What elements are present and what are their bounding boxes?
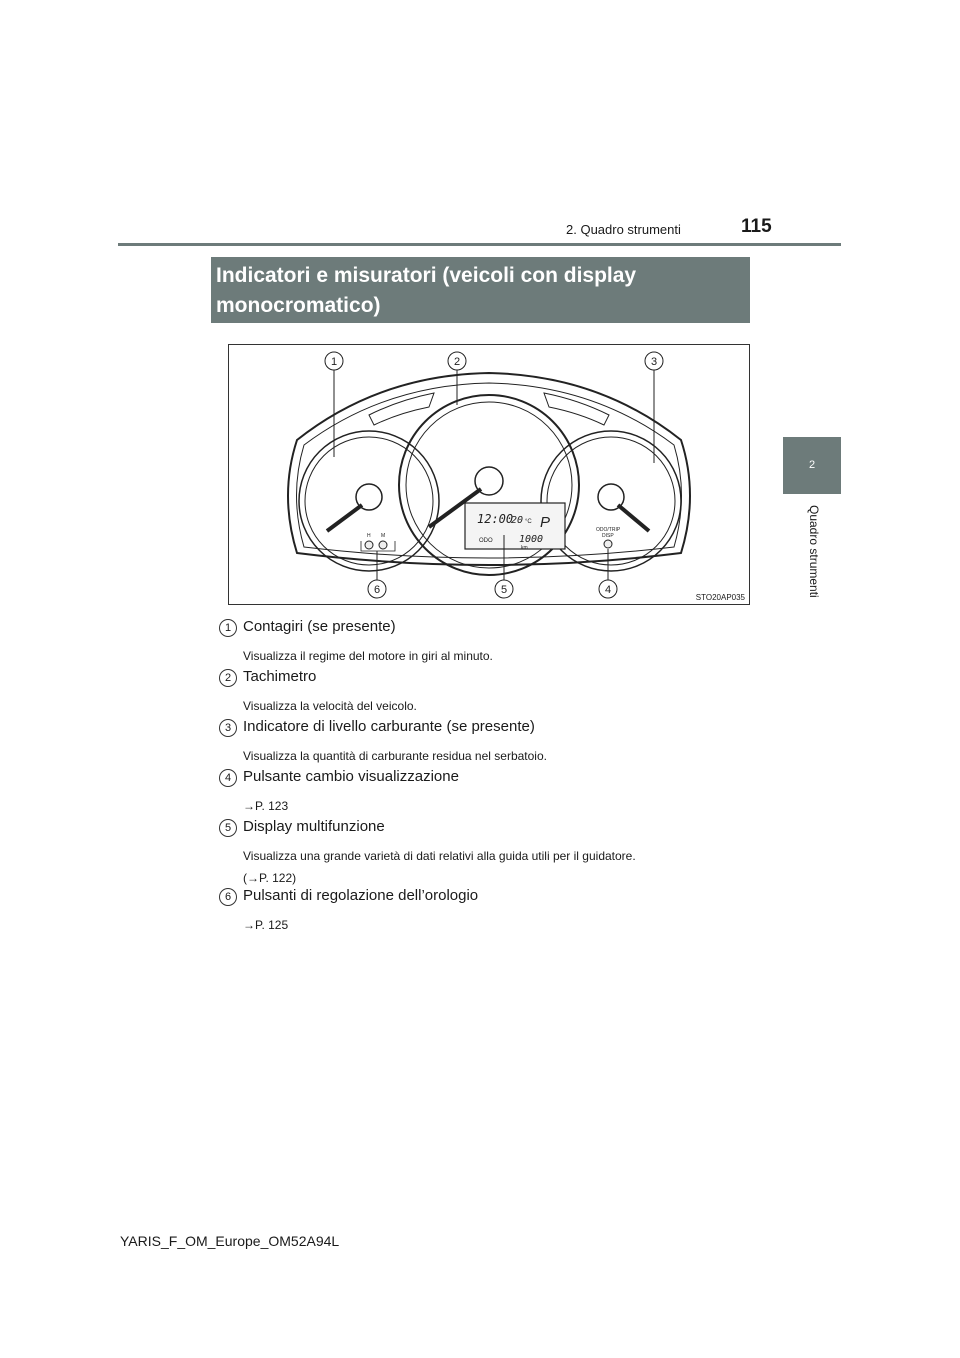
item-title: Contagiri (se presente) xyxy=(243,618,396,635)
item-title: Tachimetro xyxy=(243,668,317,685)
display-gear: P xyxy=(540,514,551,531)
item-number: 4 xyxy=(219,769,237,787)
figure-id: STO20AP035 xyxy=(695,593,745,602)
callout-3: 3 xyxy=(650,356,658,368)
item-title: Pulsante cambio visualizzazione xyxy=(243,768,459,785)
item-number: 3 xyxy=(219,719,237,737)
button-hour-label: H xyxy=(367,533,371,539)
item-title: Display multifunzione xyxy=(243,818,385,835)
item-desc: Visualizza il regime del motore in giri al minuto. xyxy=(243,649,493,663)
callout-6: 6 xyxy=(373,584,381,596)
item-page-ref[interactable]: (→P. 122) xyxy=(243,871,297,885)
chapter-tab: 2 xyxy=(783,437,841,494)
section-title-line2: monocromatico) xyxy=(216,294,381,317)
button-minute-label: M xyxy=(381,533,386,539)
callout-1: 1 xyxy=(330,356,338,368)
header-rule xyxy=(118,243,841,246)
section-title xyxy=(211,257,750,323)
callout-5: 5 xyxy=(500,584,508,596)
page-number: 115 xyxy=(741,216,772,237)
display-temp-unit: °C xyxy=(525,519,532,525)
callout-4: 4 xyxy=(604,584,612,596)
item-number: 2 xyxy=(219,669,237,687)
display-temp: 20 xyxy=(511,515,524,526)
button-odo-trip-label: ODO/TRIP xyxy=(596,527,621,533)
display-odo-unit: km xyxy=(521,545,528,551)
item-number: 6 xyxy=(219,888,237,906)
item-title: Indicatore di livello carburante (se presente) xyxy=(243,718,535,735)
item-page-ref[interactable]: →P. 123 xyxy=(243,799,289,813)
display-odo-label: ODO xyxy=(479,538,493,544)
item-number: 5 xyxy=(219,819,237,837)
item-desc: Visualizza la quantità di carburante residua nel serbatoio. xyxy=(243,749,547,763)
callout-2: 2 xyxy=(453,356,461,368)
item-number: 1 xyxy=(219,619,237,637)
item-desc: Visualizza una grande varietà di dati relativi alla guida utili per il guidatore. xyxy=(243,849,636,863)
display-odo: 1000 xyxy=(519,534,544,545)
item-page-ref[interactable]: →P. 125 xyxy=(243,918,289,932)
section-header: 2. Quadro strumenti xyxy=(566,222,681,237)
instrument-cluster-figure xyxy=(228,344,750,605)
item-desc: Visualizza la velocità del veicolo. xyxy=(243,699,417,713)
display-clock: 12:00 xyxy=(477,512,514,526)
document-footer: YARIS_F_OM_Europe_OM52A94L xyxy=(120,1233,340,1249)
chapter-tab-label: Quadro strumenti xyxy=(807,505,821,598)
section-title-line1: Indicatori e misuratori (veicoli con display xyxy=(216,264,637,287)
instrument-cluster-illustration xyxy=(229,345,749,604)
button-disp-label: DISP xyxy=(602,533,614,539)
item-title: Pulsanti di regolazione dell’orologio xyxy=(243,887,479,904)
